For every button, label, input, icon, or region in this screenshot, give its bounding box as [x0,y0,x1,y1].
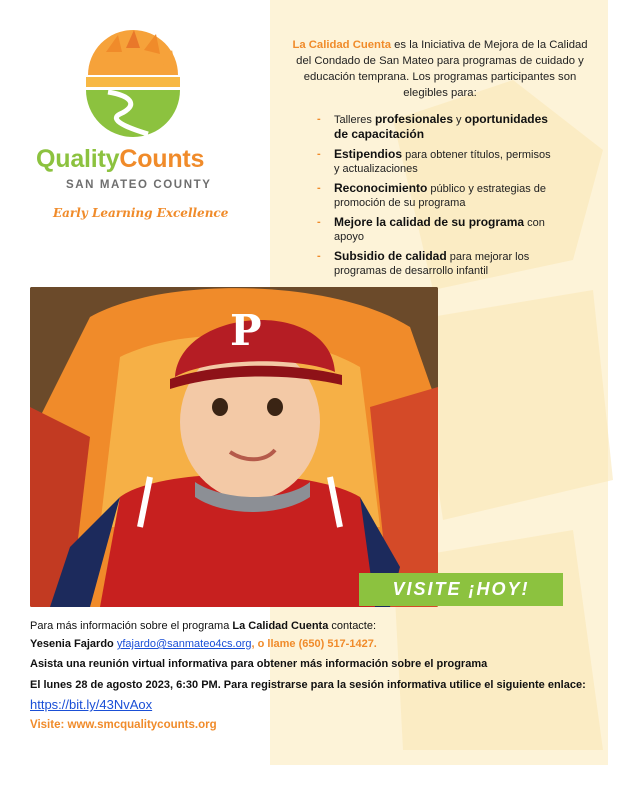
email-link[interactable]: yfajardo@sanmateo4cs.org [116,638,252,650]
list-item: - Talleres profesionales y oportunidades de capacitación [317,112,548,141]
list-item: - Reconocimiento público y estrategias de promoción de su programa [317,181,546,209]
county-label: SAN MATEO COUNTY [66,179,212,191]
benefits-list [317,112,557,283]
contact-details [30,638,590,650]
brand-name [36,145,204,174]
contact-line: Para más información sobre el programa La Calidad Cuenta contacte: [30,620,377,632]
website-text: Visite: www.smcqualitycounts.org [30,719,217,731]
svg-text:P: P [230,306,262,355]
child-photo [30,287,438,607]
contact-section [30,620,590,731]
brand-counts: Counts [119,145,205,173]
brand-quality: Quality [36,145,120,173]
list-item: - Mejore la calidad de su programa con apoyo [317,215,545,243]
quality-counts-logo-icon [78,30,188,140]
list-item: - Subsidio de calidad para mejorar los programas de desarrollo infantil [317,249,530,277]
phone-text: , o llame (650) 517-1427. [251,638,377,650]
intro-text: es la Iniciativa de Mejora de la Calidad del Condado de San Mateo para programas de cuidado y educación temprana. Los programas participantes son elegibles para: [296,39,588,99]
list-item: - Estipendios para obtener títulos, permisos y actualizaciones [317,147,551,175]
meeting-text: Asista una reunión virtual informativa para obtener más información sobre el programa [30,658,488,670]
tagline: Early Learning Excellence [53,206,229,220]
date-text: El lunes 28 de agosto 2023, 6:30 PM. Para registrarse para la sesión informativa utilice el siguiente enlace: [30,679,586,691]
intro-highlight: La Calidad Cuenta [292,39,391,51]
intro-paragraph [290,37,590,101]
contact-name: Yesenia Fajardo [30,638,117,650]
registration-link[interactable]: https://bit.ly/43NvAox [30,697,153,712]
visit-today-button[interactable]: VISITE ¡HOY! [359,573,563,606]
